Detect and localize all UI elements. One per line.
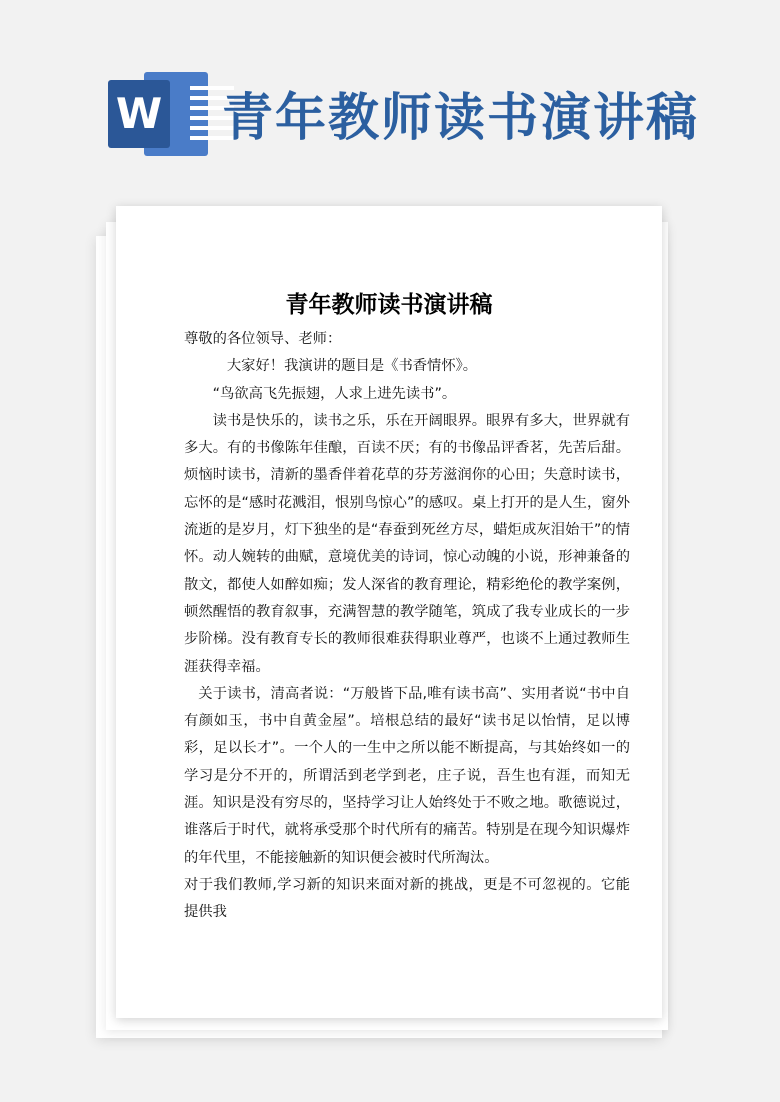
header-banner: [0, 0, 780, 200]
quote-paragraph: “鸟欲高飞先振翅，人求上进先读书”。: [212, 385, 457, 402]
banner-title: 青年教师读书演讲稿: [222, 89, 700, 148]
document-body: [184, 326, 630, 927]
document-page: [116, 206, 662, 1018]
greeting-paragraph: 尊敬的各位领导、老师：: [184, 331, 342, 347]
word-badge-icon: W: [108, 80, 170, 148]
body-paragraph: 读书是快乐的，读书之乐，乐在开阔眼界。眼界有多大，世界就有多大。有的书像陈年佳酿，百读不厌；有的书像品评香茗，先苦后甜。烦恼时读书，清新的墨香伴着花草的芬芳滋润你的心田；失意时读书，忘怀的是“感时花溅泪，恨别鸟惊心”的感叹。桌上打开的是人生，窗外流逝的是岁月，灯下独坐的是“春蚕到死丝方尽，蜡炬成灰泪始干”的情怀。动人婉转的曲赋，意境优美的诗词，惊心动魄的小说，形神兼备的散文，都使人如醉如痴；发人深省的教育理论，精彩绝伦的教学案例，顿然醒悟的教育叙事，充满智慧的教学随笔，筑成了我专业成长的一步步阶梯。没有教育专长的教师很难获得职业尊严，也谈不上通过教师生涯获得幸福。: [184, 412, 630, 675]
body-paragraph: 关于读书，清高者说：“万般皆下品,唯有读书高”、实用者说“书中自有颜如玉，书中自黄金屋”。培根总结的最好“读书足以怡情，足以博彩，足以长才”。一个人的一生中之所以能不断提高，与其始终如一的学习是分不开的，所谓活到老学到老，庄子说，吾生也有涯，而知无涯。知识是没有穷尽的，坚持学习让人始终处于不败之地。歌德说过，谁落后于时代，就将承受那个时代所有的痛苦。特别是在现今知识爆炸的年代里，不能接触新的知识便会被时代所淘汰。: [184, 685, 630, 866]
intro-paragraph: 大家好！我演讲的题目是《书香情怀》。: [226, 358, 478, 375]
word-logo-icon: [108, 72, 208, 156]
document-title: 青年教师读书演讲稿: [285, 292, 493, 318]
body-paragraph: 对于我们教师,学习新的知识来面对新的挑战，更是不可忽视的。它能提供我: [184, 876, 630, 921]
